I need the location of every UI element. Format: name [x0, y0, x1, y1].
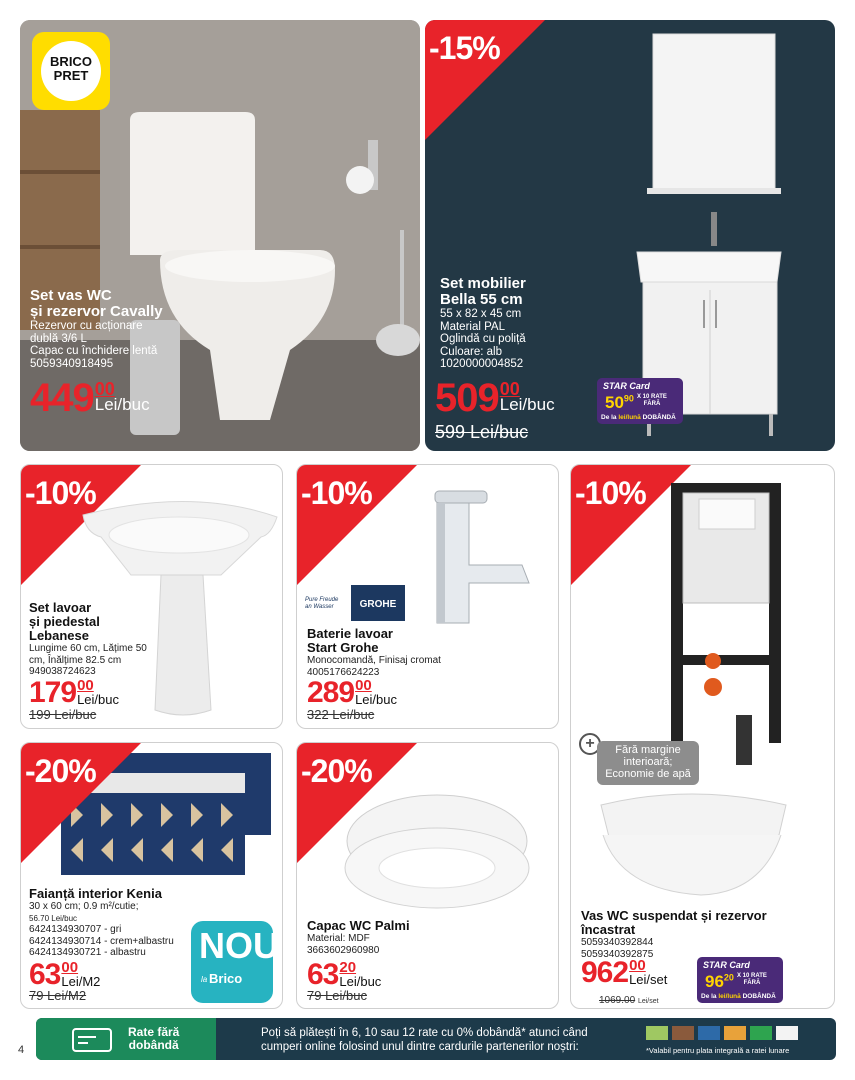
- product-info-capac: [307, 919, 410, 956]
- product-desc: 6424134930714 - crem+albastru: [29, 935, 174, 947]
- old-price: 79 Lei/M2: [29, 988, 87, 1003]
- product-card-bella[interactable]: [425, 20, 835, 451]
- price-int: 289: [307, 676, 355, 709]
- price-int: 179: [29, 676, 77, 709]
- price-unit: Lei/buc: [339, 974, 382, 989]
- product-title: și rezervor Cavally: [30, 303, 163, 320]
- grohe-slogan: Pure Freude an Wasser: [305, 597, 339, 610]
- grohe-brand: GROHE: [359, 599, 397, 610]
- price-int: 509: [435, 376, 499, 420]
- feature-text: Fără margine: [615, 744, 681, 756]
- product-desc: 6424134930707 - gri: [29, 924, 122, 935]
- product-desc: 6424134930721 - albastru: [29, 947, 146, 958]
- price: [29, 958, 101, 991]
- page-number: 4: [18, 1044, 25, 1056]
- discount-text: -10%: [301, 475, 372, 511]
- price-unit: Lei/M2: [61, 974, 101, 989]
- product-desc: Rezervor cu acționare: [30, 320, 143, 332]
- brico-pret-logo: [32, 32, 110, 110]
- price-unit: Lei/buc: [499, 395, 555, 414]
- price: [435, 376, 555, 420]
- product-info-vas-wc: [581, 909, 767, 960]
- product-card-capac[interactable]: [296, 742, 559, 1009]
- partner-cards-icons: [646, 1026, 826, 1042]
- product-title: Faianță interior Kenia: [29, 886, 162, 901]
- star-card-rates: X 10 RATE FĂRĂ: [637, 394, 667, 407]
- price-cents: 00: [61, 959, 79, 976]
- installments-note: *Valabil pentru plata integrală a ratei lunare: [646, 1046, 790, 1055]
- discount-text: -20%: [25, 753, 96, 789]
- old-price: 322 Lei/buc: [307, 707, 375, 722]
- grohe-logo: [305, 585, 405, 621]
- product-desc: 5059340392844: [581, 937, 654, 948]
- product-card-cavally[interactable]: [20, 20, 420, 451]
- product-title: Start Grohe: [307, 640, 379, 655]
- product-desc: Lungime 60 cm, Lățime 50: [29, 643, 147, 654]
- brico-pret-text-1: BRICO: [50, 54, 92, 69]
- installments-title: Rate fără dobândă: [128, 1025, 180, 1052]
- product-desc: 30 x 60 cm; 0.9 m²/cutie;: [29, 901, 139, 912]
- price-int: 63: [29, 958, 61, 991]
- star-card-amount: $50^{90}$: [605, 393, 634, 412]
- product-desc: 4005176624223: [307, 666, 380, 678]
- product-desc: 55 x 82 x 45 cm: [440, 308, 522, 320]
- feature-text: interioară;: [623, 756, 673, 768]
- price-unit: Lei/buc: [94, 395, 150, 414]
- old-price: 199 Lei/buc: [29, 707, 97, 722]
- product-desc: 56.70 Lei/buc: [29, 913, 78, 923]
- product-desc: Monocomandă, Finisaj cromat: [307, 655, 441, 666]
- price-cents: 00: [499, 379, 520, 399]
- discount-text: -20%: [301, 753, 372, 789]
- product-desc: Material PAL: [440, 320, 505, 333]
- product-title: Baterie lavoar: [307, 626, 393, 641]
- price: [307, 958, 382, 991]
- star-card-amount: $96^{20}$: [705, 972, 734, 991]
- brico-pret-text-2: PRET: [53, 68, 89, 83]
- discount-text: -10%: [575, 475, 646, 511]
- star-card-rates: X 10 RATE FĂRĂ: [737, 973, 767, 986]
- nou-brico-text: Brico: [209, 971, 243, 986]
- product-desc: 949038724623: [29, 666, 96, 677]
- price-unit: Lei/set: [629, 972, 668, 987]
- product-desc: Capac cu închidere lentă: [30, 345, 158, 357]
- installments-banner: [36, 1018, 836, 1060]
- product-info-bella: [440, 276, 526, 371]
- price-cents: 00: [94, 379, 115, 399]
- product-title: Vas WC suspendat și rezervor: [581, 908, 767, 923]
- plus-icon: +: [579, 733, 601, 755]
- old-price: 599 Lei/buc: [435, 422, 529, 442]
- product-title: Lebanese: [29, 628, 89, 643]
- product-title: Set lavoar: [29, 600, 92, 615]
- product-title: și piedestal: [29, 614, 100, 629]
- old-price: 1069.00 Lei/set: [599, 995, 659, 1006]
- price-unit: Lei/buc: [355, 692, 397, 707]
- star-card-logo: STAR Card: [603, 381, 650, 391]
- product-info-baterie: [307, 627, 441, 678]
- product-title: Set mobilier: [440, 275, 526, 292]
- product-desc: 5059340918495: [30, 357, 114, 370]
- product-info-cavally: [30, 288, 163, 370]
- product-desc: 5059340392875: [581, 948, 654, 960]
- feature-text: Economie de apă: [605, 768, 691, 780]
- price: [581, 956, 668, 989]
- product-card-vas-wc[interactable]: [570, 464, 835, 1009]
- price-cents: 00: [355, 677, 372, 694]
- discount-badge: [21, 743, 141, 863]
- discount-text: -15%: [429, 30, 500, 66]
- product-card-lavoar[interactable]: [20, 464, 283, 729]
- nou-la-text: la: [201, 975, 208, 984]
- product-title: Capac WC Palmi: [307, 918, 410, 933]
- star-card-footnote: De la lei/lună DOBÂNDĂ: [701, 993, 776, 1000]
- price-cents: 20: [339, 959, 357, 976]
- product-desc: Oglindă cu poliță: [440, 333, 526, 345]
- discount-text: -10%: [25, 475, 96, 511]
- price: [29, 676, 119, 709]
- installments-info: Poți să plătești în 6, 10 sau 12 rate cu 0% dobândă* atunci când cumperi online folosind unul dintre cardurile partenerilor noștri:: [261, 1027, 588, 1053]
- product-title: Set vas WC: [30, 287, 112, 304]
- star-card-offer: [597, 378, 683, 424]
- price-int: 63: [307, 958, 339, 991]
- feature-bubble: [597, 741, 699, 785]
- price-int: 449: [30, 376, 94, 420]
- credit-card-icon: [72, 1028, 112, 1052]
- price-int: 962: [581, 956, 629, 989]
- old-price: 79 Lei/buc: [307, 988, 367, 1003]
- installments-label-box: [36, 1018, 216, 1060]
- price: [30, 376, 150, 420]
- price-cents: 00: [629, 957, 646, 974]
- product-card-faianta[interactable]: [20, 742, 283, 1009]
- star-card-footnote: De la lei/lună DOBÂNDĂ: [601, 414, 676, 421]
- nou-text: NOU: [199, 925, 279, 966]
- product-desc: Culoare: alb: [440, 345, 503, 358]
- product-info-lavoar: [29, 601, 147, 678]
- product-info-faianta: [29, 887, 174, 959]
- product-desc: Material: MDF: [307, 933, 370, 944]
- product-desc: 1020000004852: [440, 358, 524, 370]
- price-unit: Lei/buc: [77, 692, 119, 707]
- product-desc: 3663602960980: [307, 944, 380, 956]
- price: [307, 676, 397, 709]
- product-title: încastrat: [581, 922, 636, 937]
- product-desc: cm, Înălțime 82.5 cm: [29, 654, 122, 666]
- product-desc: dublă 3/6 L: [30, 332, 87, 345]
- star-card-offer: [697, 957, 783, 1003]
- price-cents: 00: [77, 677, 94, 694]
- nou-la-brico-badge: [191, 921, 279, 1003]
- product-title: Bella 55 cm: [440, 291, 523, 308]
- product-card-baterie[interactable]: [296, 464, 559, 729]
- star-card-logo: STAR Card: [703, 960, 750, 970]
